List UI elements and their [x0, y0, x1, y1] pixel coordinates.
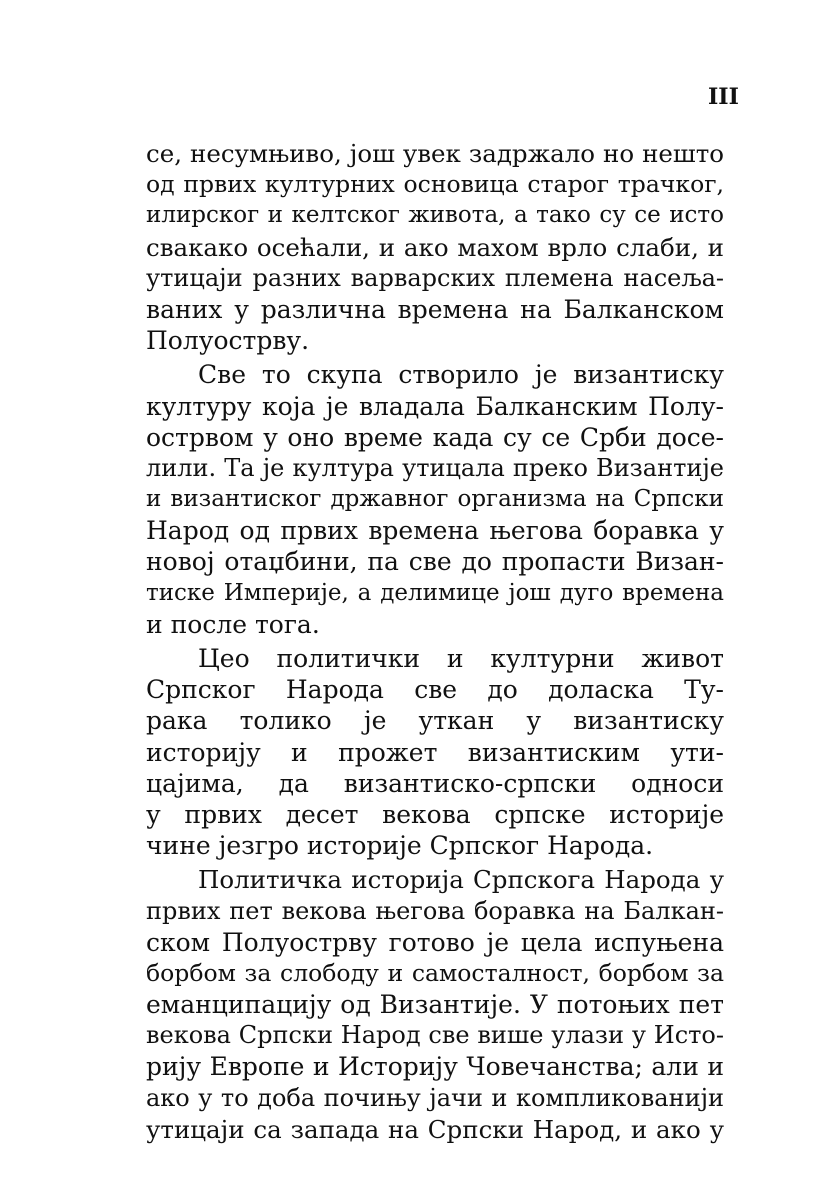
- body-text: [146, 138, 724, 1145]
- text-line: у првих десет векова српске историје: [146, 799, 724, 829]
- text-line: и после тога.: [146, 609, 320, 639]
- text-line: ако у то доба почињу јачи и компликованији: [146, 1083, 724, 1112]
- text-line: илирског и келтског живота, а тако су се исто: [146, 202, 724, 229]
- text-line: Политичка историја Српскога Народа у: [198, 865, 724, 895]
- paragraph-3: [146, 643, 724, 861]
- paragraph-1: [146, 138, 724, 356]
- text-line: цајима, да византиско-српски односи: [146, 768, 724, 798]
- text-line: чине језгро историје Српског Народа.: [146, 831, 654, 861]
- text-line: свакако осећали, и ако махом врло слаби, и: [146, 232, 724, 262]
- text-line: од првих културних основица старог трачког,: [146, 170, 724, 199]
- text-line: Цео политички и културни живот: [198, 644, 724, 673]
- text-line: острвом у оно време када су се Срби досе-: [146, 422, 724, 452]
- text-line: еманципацију од Византије. У потоњих пет: [146, 990, 724, 1020]
- paragraph-2: [146, 359, 724, 640]
- text-line: историју и прожет византиским ути-: [146, 737, 724, 767]
- text-line: борбом за слободу и самосталност, борбом за: [146, 958, 724, 987]
- text-line: новој отаџбини, па све до пропасти Визан-: [146, 547, 724, 577]
- text-line: векова Српски Народ све више улази у Исто-: [146, 1021, 724, 1050]
- text-line: Народ од првих времена његова боравка у: [146, 516, 724, 546]
- text-line: ском Полуострву готово је цела испуњена: [146, 927, 724, 957]
- text-line: културу која је владала Балканским Полу-: [146, 391, 724, 421]
- text-line: тиске Империје, а делимице још дуго времена: [146, 579, 724, 606]
- text-line: Полуострву.: [146, 326, 310, 356]
- paragraph-4: [146, 864, 724, 1145]
- text-line: првих пет векова његова боравка на Балкан-: [146, 896, 724, 925]
- text-line: Српског Народа све до доласка Ту-: [146, 675, 724, 705]
- text-line: и византиског државног организма на Српски: [146, 486, 724, 513]
- text-line: ваних у различна времена на Балканском: [146, 294, 724, 324]
- text-line: утицаји са запада на Српски Народ, и ако у: [146, 1114, 724, 1144]
- text-line: рака толико је уткан у византиску: [146, 706, 724, 736]
- text-line: рију Европе и Историју Човечанства; али и: [146, 1052, 724, 1082]
- text-line: се, несумњиво, још увек задржало но нешто: [146, 139, 724, 168]
- text-line: лили. Та је култура утицала преко Византије: [146, 453, 724, 482]
- page-number: III: [708, 84, 739, 110]
- text-line: Све то скупа створило је византиску: [198, 360, 724, 390]
- text-line: утицаји разних варварских племена насеља-: [146, 263, 724, 292]
